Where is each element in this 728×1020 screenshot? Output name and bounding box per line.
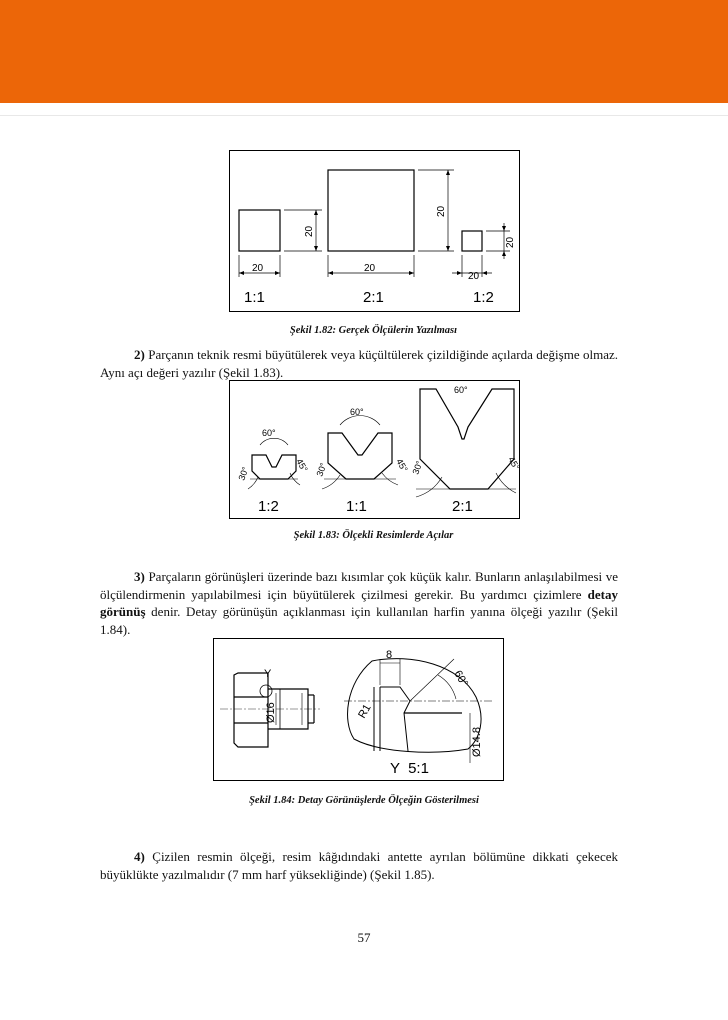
paragraph-3 (100, 568, 618, 638)
angle-label: 60° (454, 385, 468, 395)
header-rule (0, 103, 728, 116)
paragraph-bold-term: detay görünüş (100, 586, 618, 619)
bolt-head (234, 673, 268, 747)
dim-label: 20 (304, 225, 315, 237)
paragraph-number: 2) (134, 347, 145, 362)
v-block-1-1 (328, 433, 392, 479)
dim-label: 60° (451, 668, 471, 689)
paragraph-number: 3) (134, 569, 145, 584)
angle-label: 30° (314, 461, 329, 478)
v-block-2-1 (420, 389, 514, 489)
paragraph-4 (100, 848, 618, 883)
scale-label: 2:1 (452, 498, 473, 515)
paragraph-text: Parçaların görünüşleri üzerinde bazı kısımlar çok küçük kalır. Bunların anlaşılabilmesi ve ölçülendirmenin yapılabilmesi için büyütülerek çizilmesi gerekir. Bu yardımcı çizimlere (100, 569, 618, 602)
angle-label: 45° (294, 457, 310, 474)
dim-label: 20 (252, 263, 264, 274)
scale-label: 2:1 (363, 289, 384, 306)
page-number: 57 (357, 930, 371, 945)
dim-label: 20 (505, 236, 516, 248)
dim-label: 20 (468, 271, 480, 282)
square-1-1 (239, 210, 280, 251)
figure-1-83 (229, 380, 520, 519)
dim-label: Ø14.8 (471, 727, 483, 757)
scale-label: 1:1 (346, 498, 367, 515)
detail-circle (260, 685, 272, 697)
angle-label: 30° (410, 459, 425, 476)
detail-scale-label: Y 5:1 (390, 760, 429, 777)
figure-caption: Şekil 1.84: Detay Görünüşlerde Ölçeğin Gösterilmesi (249, 795, 479, 806)
angle-label: 30° (236, 465, 251, 482)
dim-label: 20 (364, 263, 376, 274)
dim-label: R1 (356, 702, 374, 721)
dim-label: 8 (386, 649, 393, 661)
figure-1-82 (229, 150, 520, 312)
v-block-1-2 (252, 455, 296, 479)
square-1-2 (462, 231, 482, 251)
dim-label: Ø16 (265, 702, 277, 723)
header-band (0, 0, 728, 103)
scale-label: 1:2 (473, 289, 494, 306)
paragraph-2 (100, 346, 618, 381)
dim-label: 20 (436, 205, 447, 217)
paragraph-text: Parçanın teknik resmi büyütülerek veya küçültülerek çizildiğinde açılarda değişme olmaz. Aynı açı değeri yazılır (Şekil 1.83). (100, 347, 618, 380)
angle-label: 60° (350, 407, 364, 417)
angle-label: 60° (262, 428, 276, 438)
paragraph-text: denir. Detay görünüşün açıklanması için kullanılan harfin yanına ölçeği yazılır (Şekil 1.84). (100, 604, 618, 637)
figure-caption: Şekil 1.82: Gerçek Ölçülerin Yazılması (289, 325, 458, 336)
figure-1-84 (213, 638, 504, 781)
paragraph-text: Çizilen resmin ölçeği, resim kâğıdındaki antette ayrılan bölümüne dikkati çekecek büyüklükte yazılmalıdır (7 mm harf yüksekliğinde) (Şekil 1.85). (100, 849, 618, 882)
figure-caption: Şekil 1.83: Ölçekli Resimlerde Açılar (293, 530, 454, 541)
paragraph-number: 4) (134, 849, 145, 864)
square-2-1 (328, 170, 414, 251)
angle-label: 45° (394, 457, 410, 474)
scale-label: 1:2 (258, 498, 279, 515)
scale-label: 1:1 (244, 289, 265, 306)
detail-letter: Y (264, 668, 272, 680)
angle-label: 45° (506, 455, 522, 472)
